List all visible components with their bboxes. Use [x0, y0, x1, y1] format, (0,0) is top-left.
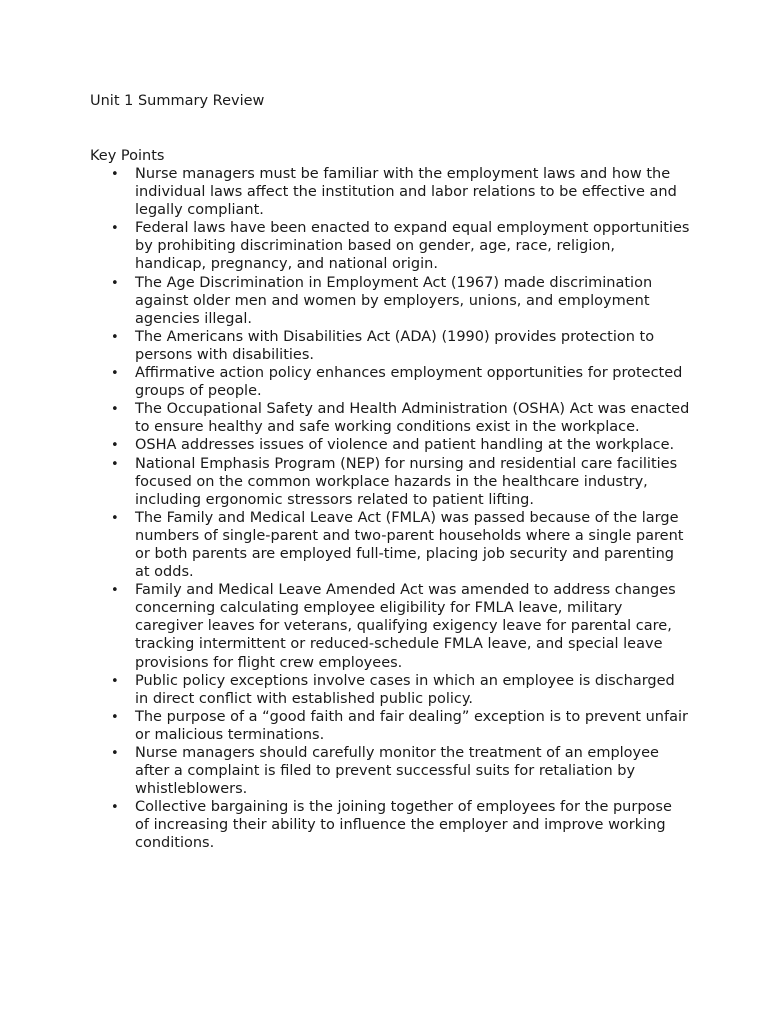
list-item — [90, 219, 690, 273]
list-item-text: The Occupational Safety and Health Administration (OSHA) Act was enacted to ensure healthy and safe working conditions exist in the workplace. — [135, 401, 690, 436]
list-item — [90, 798, 690, 852]
list-item — [90, 165, 690, 219]
list-item — [90, 744, 690, 798]
bullet-icon — [111, 219, 121, 238]
bullet-icon — [111, 328, 121, 347]
bullet-icon — [111, 744, 121, 763]
list-item-text: The Age Discrimination in Employment Act (1967) made discrimination against older men and women by employers, unions, and employment agencies illegal. — [135, 274, 653, 327]
list-item-text: Federal laws have been enacted to expand equal employment opportunities by prohibiting discrimination based on gender, age, race, religion, handicap, pregnancy, and national origin. — [135, 220, 690, 273]
list-item-text: The purpose of a “good faith and fair dealing” exception is to prevent unfair or malicious terminations. — [135, 708, 688, 743]
list-item-text: The Americans with Disabilities Act (ADA) (1990) provides protection to persons with disabilities. — [135, 328, 655, 363]
list-item-text: Public policy exceptions involve cases in which an employee is discharged in direct conflict with established public policy. — [135, 672, 675, 707]
bullet-icon — [111, 455, 121, 474]
list-item-text: Nurse managers should carefully monitor the treatment of an employee after a complaint is filed to prevent successful suits for retaliation by whistleblowers. — [135, 745, 659, 798]
bullet-icon — [111, 798, 121, 817]
list-item — [90, 581, 690, 671]
list-item — [90, 400, 690, 436]
list-item-text: Affirmative action policy enhances employment opportunities for protected groups of people. — [135, 365, 683, 400]
list-item — [90, 708, 690, 744]
section-heading-key-points: Key Points — [90, 148, 165, 164]
list-item — [90, 328, 690, 364]
bullet-icon — [111, 672, 121, 691]
bullet-icon — [111, 436, 121, 455]
page-title: Unit 1 Summary Review — [90, 93, 265, 109]
list-item-text: Collective bargaining is the joining together of employees for the purpose of increasing their ability to influence the employer and improve working conditions. — [135, 799, 672, 852]
list-item — [90, 672, 690, 708]
list-item-text: OSHA addresses issues of violence and patient handling at the workplace. — [135, 437, 675, 454]
list-item-text: Nurse managers must be familiar with the employment laws and how the individual laws affect the institution and labor relations to be effective and legally compliant. — [135, 166, 677, 219]
bullet-icon — [111, 165, 121, 184]
list-item — [90, 509, 690, 581]
list-item — [90, 274, 690, 328]
bullet-icon — [111, 274, 121, 293]
list-item-text: The Family and Medical Leave Act (FMLA) was passed because of the large numbers of single-parent and two-parent households where a single parent or both parents are employed full-time, placing job security and parenting at odds. — [135, 509, 684, 581]
bullet-icon — [111, 509, 121, 528]
bullet-icon — [111, 708, 121, 727]
list-item-text: National Emphasis Program (NEP) for nursing and residential care facilities focused on the common workplace hazards in the healthcare industry, including ergonomic stressors related to patient lifting. — [135, 455, 678, 508]
bullet-icon — [111, 400, 121, 419]
list-item — [90, 455, 690, 509]
list-item — [90, 364, 690, 400]
list-item-text: Family and Medical Leave Amended Act was amended to address changes concerning calculating employee eligibility for FMLA leave, military caregiver leaves for veterans, qualifying exigency leave for parental care, tracking intermittent or reduced-schedule FMLA leave, and special leave provisions for flight crew employees. — [135, 582, 676, 671]
list-item — [90, 436, 690, 454]
bullet-icon — [111, 364, 121, 383]
key-points-list — [90, 165, 690, 853]
bullet-icon — [111, 581, 121, 600]
